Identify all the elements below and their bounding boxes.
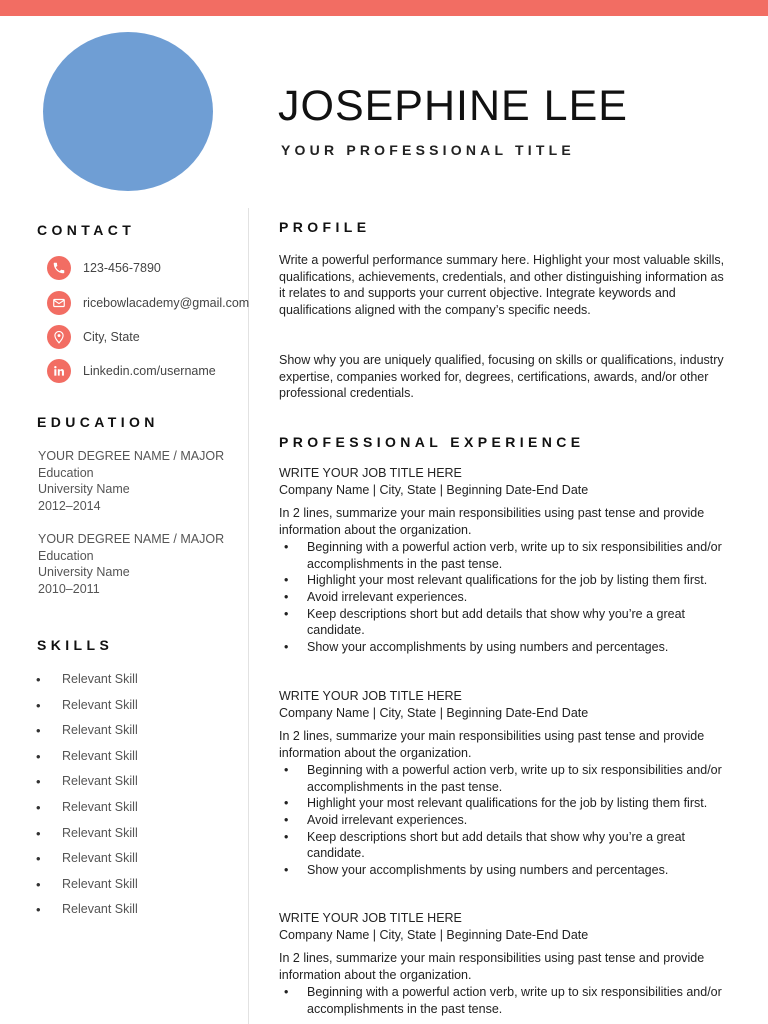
job-title: WRITE YOUR JOB TITLE HERE: [279, 466, 462, 480]
candidate-name: JOSEPHINE LEE: [278, 82, 628, 130]
job-summary: In 2 lines, summarize your main responsibilities using past tense and provide information about the organization.: [279, 951, 705, 983]
education-years: 2010–2011: [38, 582, 100, 597]
job-company-line: Company Name | City, State | Beginning Date-End Date: [279, 482, 589, 497]
profile-photo-placeholder: [43, 32, 213, 191]
email-icon: [47, 291, 71, 315]
job-bullet: • Beginning with a powerful action verb, write up to six responsibilities and/or accomplishments in the past tense.: [279, 762, 729, 795]
contact-phone-text: 123-456-7890: [83, 261, 161, 275]
job-summary: In 2 lines, summarize your main responsibilities using past tense and provide information about the organization.: [279, 729, 705, 761]
job-bullet: • Avoid irrelevant experiences.: [279, 589, 729, 606]
contact-location: [47, 325, 140, 349]
contact-heading: CONTACT: [37, 222, 136, 238]
top-accent-bar: [0, 0, 768, 16]
job-entry: [279, 465, 729, 656]
skill-item: • Relevant Skill: [36, 667, 138, 693]
job-entry: [279, 910, 729, 1017]
education-entry: [38, 531, 224, 598]
job-bullets: [279, 762, 729, 879]
profile-heading: PROFILE: [279, 219, 371, 235]
location-icon: [47, 325, 71, 349]
skill-item: • Relevant Skill: [36, 718, 138, 744]
job-entry: [279, 688, 729, 879]
job-bullet: • Keep descriptions short but add details that show why you’re a great candidate.: [279, 606, 729, 639]
linkedin-icon: [47, 359, 71, 383]
contact-phone: [47, 256, 161, 280]
job-bullet: • Show your accomplishments by using numbers and percentages.: [279, 639, 729, 656]
skills-list: [36, 667, 138, 923]
skill-item: • Relevant Skill: [36, 693, 138, 719]
skill-item: • Relevant Skill: [36, 769, 138, 795]
degree-name: YOUR DEGREE NAME / MAJOR: [38, 532, 225, 546]
job-bullet: • Highlight your most relevant qualifications for the job by listing them first.: [279, 795, 729, 812]
skill-item: • Relevant Skill: [36, 795, 138, 821]
job-bullet: • Keep descriptions short but add details that show why you’re a great candidate.: [279, 829, 729, 862]
contact-linkedin-text: Linkedin.com/username: [83, 364, 216, 378]
contact-email-text: ricebowlacademy@gmail.com: [83, 296, 250, 310]
skill-item: • Relevant Skill: [36, 897, 138, 923]
job-bullet: • Beginning with a powerful action verb, write up to six responsibilities and/or accomplishments in the past tense.: [279, 984, 729, 1017]
job-company-line: Company Name | City, State | Beginning Date-End Date: [279, 927, 589, 942]
contact-linkedin: [47, 359, 216, 383]
university-name: University Name: [38, 482, 130, 497]
contact-email: [47, 291, 249, 315]
education-entry: [38, 448, 224, 515]
skill-item: • Relevant Skill: [36, 872, 138, 898]
profile-paragraph: Show why you are uniquely qualified, focusing on skills or qualifications, industry expertise, companies worked for, degrees, certifications, awards, and/or other professional credentials.: [279, 353, 724, 401]
education-type: Education: [38, 465, 94, 480]
job-summary: In 2 lines, summarize your main responsibilities using past tense and provide information about the organization.: [279, 506, 705, 538]
education-heading: EDUCATION: [37, 414, 159, 430]
job-title: WRITE YOUR JOB TITLE HERE: [279, 689, 462, 703]
profile-paragraph: Write a powerful performance summary here. Highlight your most valuable skills, qualifications, achievements, credentials, and other distinguishing information as it relates to and supports your current objective. Integrate keywords and qualifications aligned with the company’s specific needs.: [279, 253, 725, 318]
education-type: Education: [38, 548, 94, 563]
degree-name: YOUR DEGREE NAME / MAJOR: [38, 449, 225, 463]
job-bullets: [279, 539, 729, 656]
skill-item: • Relevant Skill: [36, 744, 138, 770]
job-bullet: • Avoid irrelevant experiences.: [279, 812, 729, 829]
professional-title: YOUR PROFESSIONAL TITLE: [281, 142, 575, 158]
job-bullet: • Beginning with a powerful action verb, write up to six responsibilities and/or accomplishments in the past tense.: [279, 539, 729, 572]
experience-heading: PROFESSIONAL EXPERIENCE: [279, 434, 585, 450]
job-bullet: • Show your accomplishments by using numbers and percentages.: [279, 862, 729, 879]
contact-location-text: City, State: [83, 330, 140, 344]
job-title: WRITE YOUR JOB TITLE HERE: [279, 911, 462, 925]
job-company-line: Company Name | City, State | Beginning Date-End Date: [279, 705, 589, 720]
skills-heading: SKILLS: [37, 637, 114, 653]
education-years: 2012–2014: [38, 499, 101, 514]
phone-icon: [47, 256, 71, 280]
job-bullet: • Highlight your most relevant qualifications for the job by listing them first.: [279, 572, 729, 589]
skill-item: • Relevant Skill: [36, 821, 138, 847]
job-bullets: [279, 984, 729, 1017]
university-name: University Name: [38, 565, 130, 580]
column-divider: [248, 208, 249, 1024]
skill-item: • Relevant Skill: [36, 846, 138, 872]
